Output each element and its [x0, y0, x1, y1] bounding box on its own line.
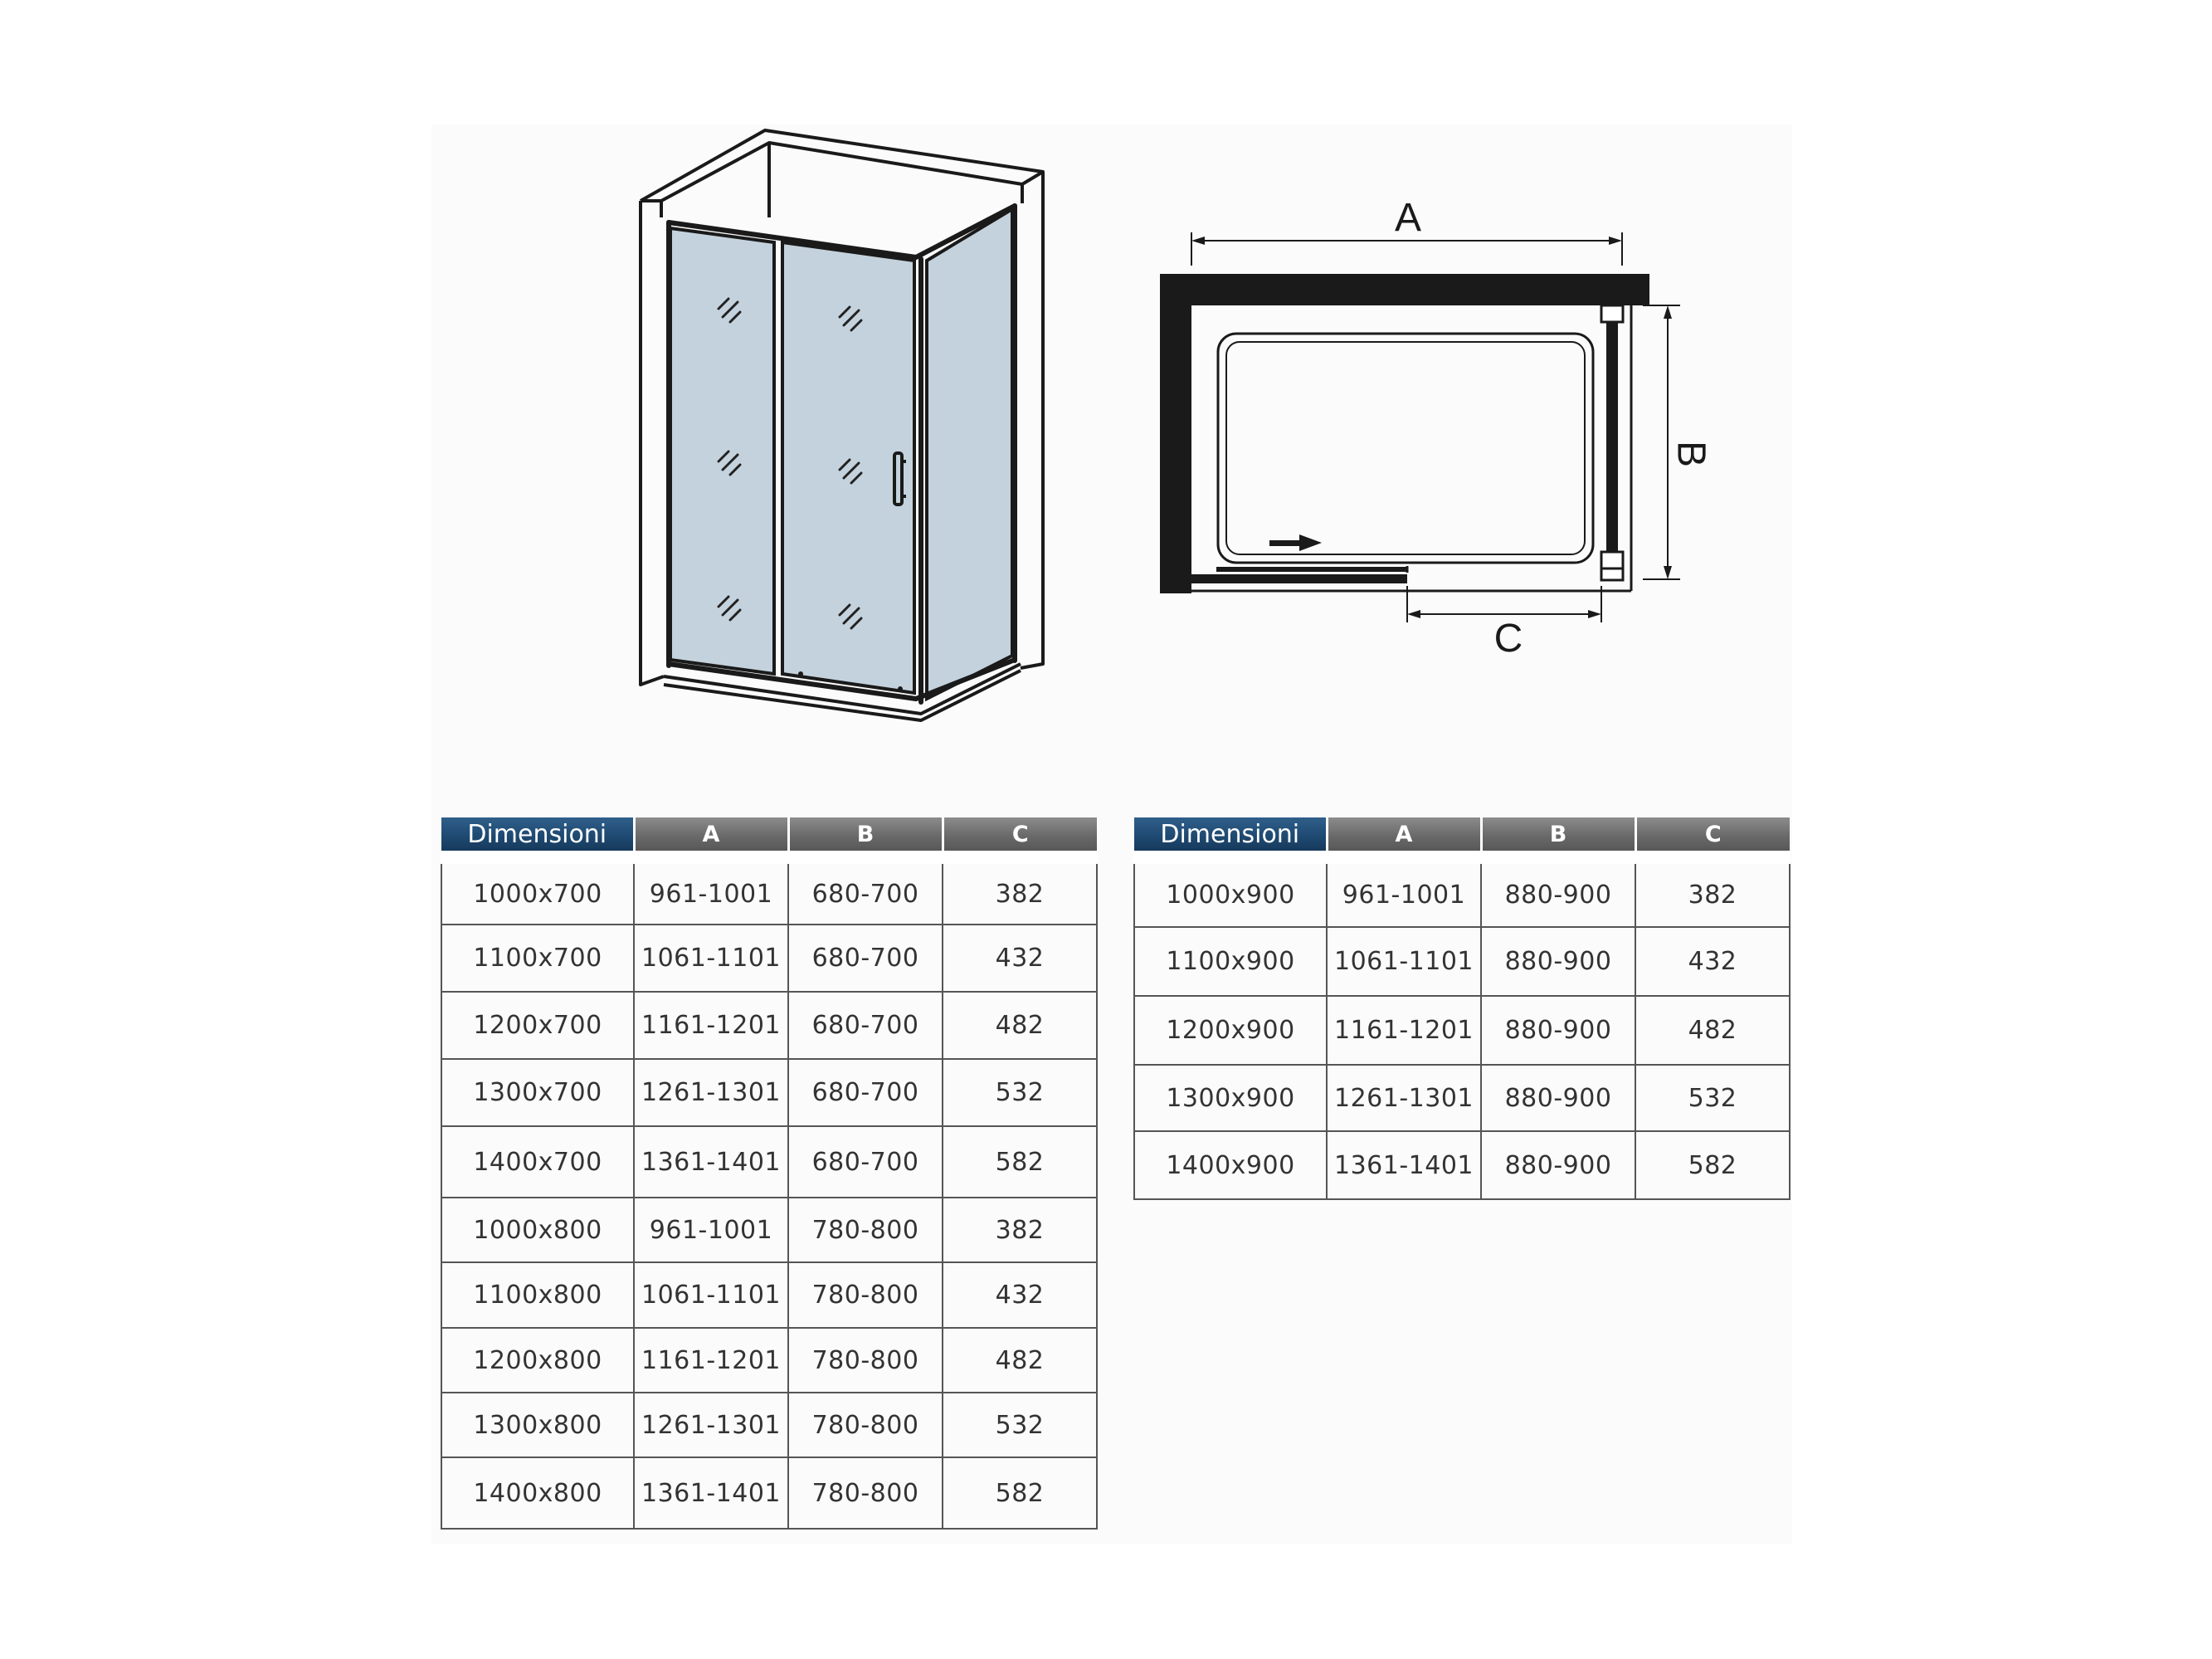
cell-a: 1061-1101	[634, 925, 788, 992]
cell-c: 582	[1635, 1131, 1790, 1199]
cell-c: 582	[943, 1457, 1097, 1529]
cell-b: 780-800	[788, 1198, 943, 1262]
cell-dimensioni: 1200x700	[441, 992, 634, 1059]
cell-dimensioni: 1400x900	[1134, 1131, 1327, 1199]
cell-b: 780-800	[788, 1262, 943, 1328]
cell-a: 1161-1201	[634, 992, 788, 1059]
cell-a: 1061-1101	[634, 1262, 788, 1328]
cell-dimensioni: 1100x900	[1134, 927, 1327, 996]
cell-a: 961-1001	[634, 1198, 788, 1262]
table-row	[1134, 927, 1790, 996]
table-header-row	[1134, 817, 1790, 857]
cell-c: 432	[1635, 927, 1790, 996]
table-row	[441, 1262, 1097, 1328]
cell-b: 680-700	[788, 992, 943, 1059]
cell-a: 1261-1301	[1327, 1065, 1481, 1131]
cell-dimensioni: 1100x800	[441, 1262, 634, 1328]
header-c: C	[1635, 817, 1790, 857]
shower-tray-outline	[1218, 334, 1593, 563]
table-row	[441, 1126, 1097, 1198]
dimension-label-c: C	[1493, 617, 1523, 661]
cell-b: 680-700	[788, 1059, 943, 1126]
cell-b: 880-900	[1481, 996, 1635, 1065]
table-row	[1134, 1065, 1790, 1131]
cell-a: 1261-1301	[634, 1393, 788, 1457]
cell-c: 532	[943, 1059, 1097, 1126]
table-row	[441, 1059, 1097, 1126]
cell-c: 482	[1635, 996, 1790, 1065]
cell-a: 1261-1301	[634, 1059, 788, 1126]
cell-c: 432	[943, 1262, 1097, 1328]
cell-dimensioni: 1000x900	[1134, 857, 1327, 927]
cell-a: 1361-1401	[634, 1457, 788, 1529]
cell-b: 880-900	[1481, 927, 1635, 996]
table-row	[441, 1198, 1097, 1262]
table-row	[441, 992, 1097, 1059]
wall-left	[1160, 274, 1191, 593]
cell-c: 482	[943, 1328, 1097, 1393]
table-row	[441, 1457, 1097, 1529]
header-b: B	[1481, 817, 1635, 857]
cell-dimensioni: 1300x800	[441, 1393, 634, 1457]
cell-a: 1361-1401	[1327, 1131, 1481, 1199]
cell-c: 482	[943, 992, 1097, 1059]
cell-b: 780-800	[788, 1393, 943, 1457]
cell-b: 780-800	[788, 1457, 943, 1529]
dimension-label-b: B	[1669, 440, 1713, 468]
dimensions-table-900	[1133, 817, 1791, 1200]
cell-dimensioni: 1200x900	[1134, 996, 1327, 1065]
cell-b: 880-900	[1481, 1131, 1635, 1199]
dimensions-table-700-800	[441, 817, 1098, 1530]
table-row	[1134, 996, 1790, 1065]
sliding-panel-plan	[1216, 566, 1407, 572]
cell-a: 961-1001	[634, 857, 788, 925]
table-row	[441, 857, 1097, 925]
cell-a: 1061-1101	[1327, 927, 1481, 996]
cell-a: 961-1001	[1327, 857, 1481, 927]
table-row	[441, 925, 1097, 992]
cell-dimensioni: 1400x800	[441, 1457, 634, 1529]
cell-c: 382	[943, 1198, 1097, 1262]
cell-b: 780-800	[788, 1328, 943, 1393]
fixed-panel-plan	[1191, 574, 1407, 583]
table-header-row	[441, 817, 1097, 857]
cell-dimensioni: 1400x700	[441, 1126, 634, 1198]
cell-dimensioni: 1100x700	[441, 925, 634, 992]
table-row	[1134, 1131, 1790, 1199]
cell-b: 880-900	[1481, 1065, 1635, 1131]
cell-a: 1161-1201	[634, 1328, 788, 1393]
wall-top	[1160, 274, 1649, 305]
cell-c: 432	[943, 925, 1097, 992]
cell-dimensioni: 1000x700	[441, 857, 634, 925]
dimension-label-a: A	[1394, 196, 1422, 240]
sliding-direction-arrow-icon	[1269, 534, 1322, 551]
cell-dimensioni: 1000x800	[441, 1198, 634, 1262]
cell-a: 1161-1201	[1327, 996, 1481, 1065]
header-dimensioni: Dimensioni	[441, 817, 634, 857]
header-a: A	[1327, 817, 1481, 857]
cell-dimensioni: 1200x800	[441, 1328, 634, 1393]
table-row	[1134, 857, 1790, 927]
header-dimensioni: Dimensioni	[1134, 817, 1327, 857]
cell-c: 532	[943, 1393, 1097, 1457]
cell-dimensioni: 1300x900	[1134, 1065, 1327, 1131]
cell-c: 532	[1635, 1065, 1790, 1131]
table-row	[441, 1328, 1097, 1393]
cell-dimensioni: 1300x700	[441, 1059, 634, 1126]
cell-c: 582	[943, 1126, 1097, 1198]
header-c: C	[943, 817, 1097, 857]
cell-c: 382	[1635, 857, 1790, 927]
table-row	[441, 1393, 1097, 1457]
cell-b: 680-700	[788, 1126, 943, 1198]
cell-b: 680-700	[788, 857, 943, 925]
header-b: B	[788, 817, 943, 857]
cell-a: 1361-1401	[634, 1126, 788, 1198]
cell-c: 382	[943, 857, 1097, 925]
cell-b: 680-700	[788, 925, 943, 992]
cell-b: 880-900	[1481, 857, 1635, 927]
header-a: A	[634, 817, 788, 857]
